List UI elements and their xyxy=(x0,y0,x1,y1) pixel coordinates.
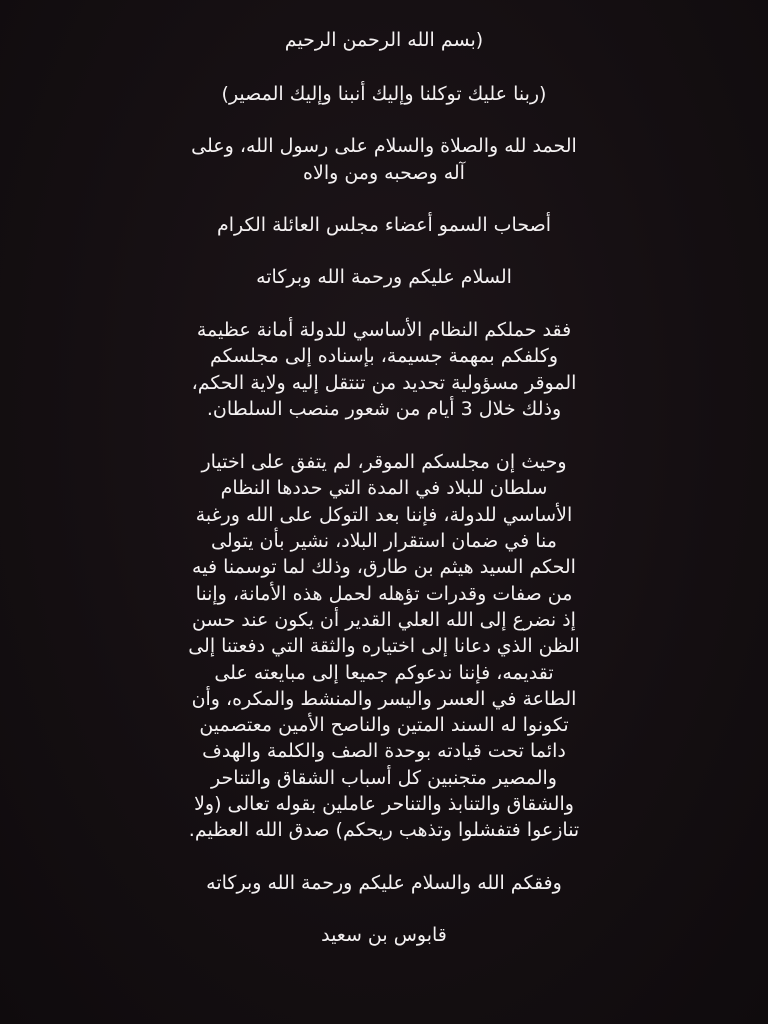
text-line: سلطان للبلاد في المدة التي حددها النظام xyxy=(220,477,548,500)
text-line: الظن الذي دعانا إلى اختياره والثقة التي دفعتنا إلى xyxy=(188,635,580,658)
text-line: تقديمه، فإننا ندعوكم جميعا إلى مبايعته على xyxy=(214,661,554,684)
text-line: والمصير متجنبين كل أسباب الشقاق والتناحر xyxy=(211,766,557,789)
text-line: تكونوا له السند المتين والناصح الأمين معتصمين xyxy=(199,714,569,737)
text-line: الموقر مسؤولية تحديد من تنتقل إليه ولاية الحكم، xyxy=(191,371,577,394)
text-line: الطاعة في العسر واليسر والمنشط والمكره، وأن xyxy=(191,687,577,710)
text-line: دائما تحت قيادته بوحدة الصف والكلمة والهدف xyxy=(202,740,566,763)
greeting xyxy=(0,264,768,291)
text-line: قابوس بن سعيد xyxy=(321,924,447,947)
text-line: وذلك خلال 3 أيام من شعور منصب السلطان. xyxy=(206,397,562,420)
text-line: من صفات وقدرات تؤهله لحمل هذه الأمانة، وإننا xyxy=(195,582,573,605)
text-line: إذ نضرع إلى الله العلي القدير أن يكون عند حسن xyxy=(192,608,576,631)
quran-verse xyxy=(0,81,768,108)
text-line: وفقكم الله والسلام عليكم ورحمة الله وبركاته xyxy=(206,871,562,894)
text-line: (بسم الله الرحمن الرحيم xyxy=(284,29,484,51)
text-line: آله وصحبه ومن والاه xyxy=(303,161,465,184)
text-line: منا في ضمان استقرار البلاد، نشير بأن يتولى xyxy=(211,530,557,553)
text-line: فقد حملكم النظام الأساسي للدولة أمانة عظيمة xyxy=(196,319,572,341)
text-line: تنازعوا فتفشلوا وتذهب ريحكم) صدق الله العظيم. xyxy=(188,819,580,842)
text-line: والشقاق والتنابذ والتناحر عاملين بقوله تعالى (ولا xyxy=(194,793,574,816)
text-line: وكلفكم بمهمة جسيمة، بإسناده إلى مجلسكم xyxy=(209,345,559,368)
text-line: (ربنا عليك توكلنا وإليك أنبنا وإليك المصير) xyxy=(221,82,547,105)
body-paragraph-1 xyxy=(0,317,768,422)
praise-paragraph xyxy=(0,133,768,186)
body-paragraph-2 xyxy=(0,449,768,843)
text-line: السلام عليكم ورحمة الله وبركاته xyxy=(256,265,512,288)
closing xyxy=(0,870,768,897)
text-line: الأساسي للدولة، فإننا بعد التوكل على الله ورغبة xyxy=(195,503,573,526)
text-line: الحمد لله والصلاة والسلام على رسول الله، وعلى xyxy=(191,135,577,157)
addressee xyxy=(0,212,768,239)
text-line: الحكم السيد هيثم بن طارق، وذلك لما توسمنا فيه xyxy=(192,556,576,579)
signature xyxy=(0,922,768,949)
text-line: وحيث إن مجلسكم الموقر، لم يتفق على اختيار xyxy=(201,451,567,474)
basmala xyxy=(0,27,768,54)
text-line: أصحاب السمو أعضاء مجلس العائلة الكرام xyxy=(216,214,551,236)
